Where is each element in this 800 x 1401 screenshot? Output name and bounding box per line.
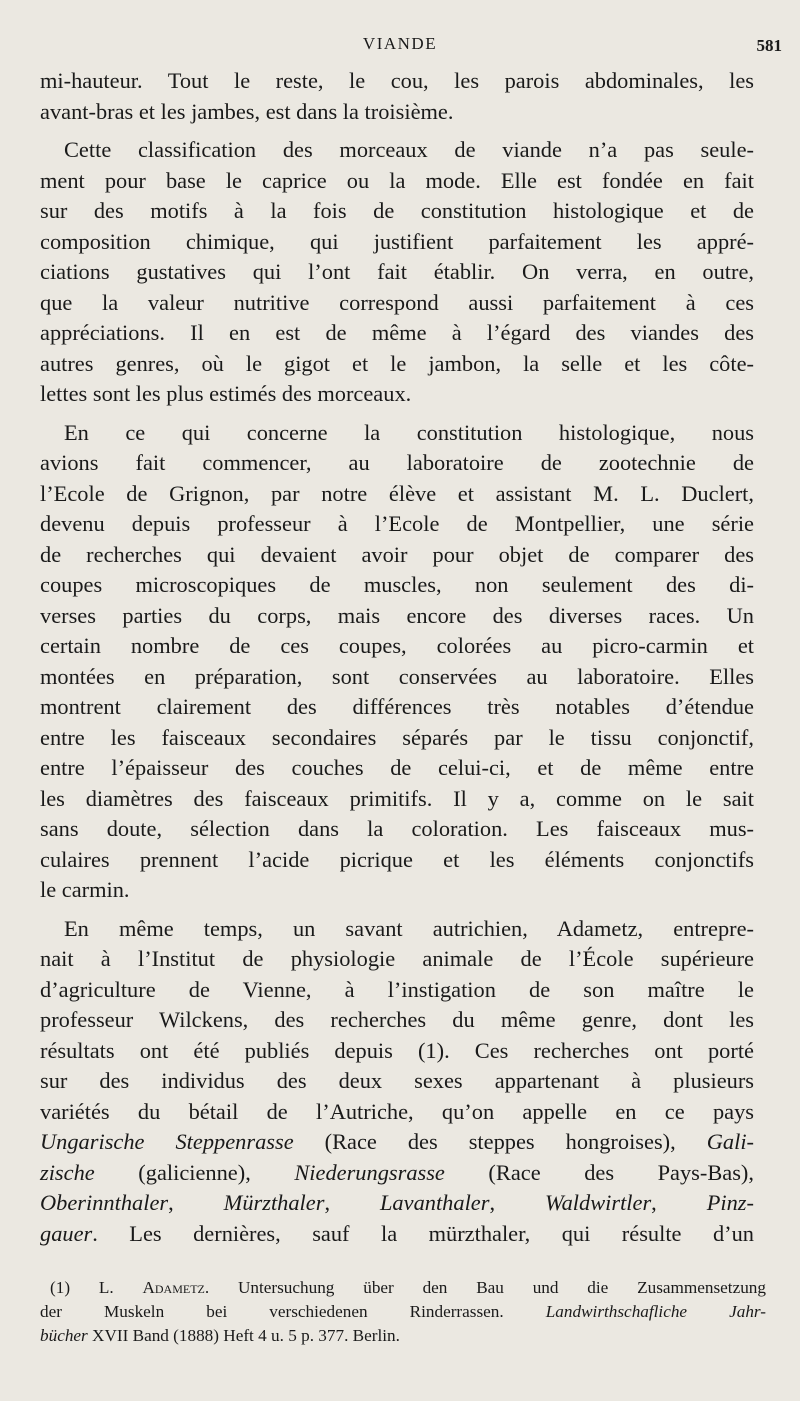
text-fragment: (Race des steppes hongroises), [293, 1129, 707, 1154]
breed-name: Ungarische Steppenrasse [40, 1129, 294, 1154]
breed-name: zische [40, 1159, 95, 1185]
journal-title: bücher [40, 1326, 88, 1345]
footnote-line [40, 1324, 766, 1348]
footnote-author: Adametz [142, 1278, 205, 1297]
text-line-breeds-c [40, 1188, 754, 1219]
text-line: ciations gustatives qui l’ont fait établir. On verra, en outre, [40, 259, 754, 284]
text-fragment: der Muskeln bei verschiedenen Rinderrassen. [40, 1302, 546, 1321]
text-line: résultats ont été publiés depuis (1). Ces recherches ont porté [40, 1037, 754, 1063]
text-line-breeds-d [40, 1219, 754, 1250]
running-title: VIANDE [362, 34, 438, 53]
text-fragment: (Race des Pays-Bas), [444, 1159, 754, 1185]
text-line: ment pour base le caprice ou la mode. Elle est fondée en fait [40, 167, 754, 193]
text-line: sur des individus des deux sexes appartenant à plusieurs [40, 1068, 754, 1093]
text-line: variétés du bétail de l’Autriche, qu’on appelle en ce pays [40, 1098, 754, 1124]
text-line-breeds-a [40, 1127, 754, 1158]
text-line: appréciations. Il en est de même à l’égard des viandes des [40, 320, 754, 345]
running-header [0, 34, 800, 58]
text-line: entre l’épaisseur des couches de celui-ci, et de même entre [40, 755, 754, 780]
text-line: l’Ecole de Grignon, par notre élève et assistant M. L. Duclert, [40, 480, 754, 506]
breed-name: Mürzthaler [223, 1190, 325, 1215]
text-line: Cette classification des morceaux de viande n’a pas seule- [64, 137, 754, 162]
text-line: autres genres, où le gigot et le jambon, la selle et les côte- [40, 350, 754, 376]
breed-name: gauer [40, 1220, 93, 1246]
text-fragment: , [168, 1190, 224, 1215]
text-fragment: (galicienne), [94, 1159, 295, 1185]
footnote [40, 1276, 766, 1348]
body-text [40, 66, 754, 1249]
breed-name: Niederungsrasse [294, 1159, 445, 1185]
text-line: professeur Wilckens, des recherches du même genre, dont les [40, 1007, 754, 1032]
breed-name: Pinz- [706, 1190, 754, 1215]
text-line: montrent clairement des différences très notables d’étendue [40, 694, 754, 719]
text-fragment: , [489, 1190, 545, 1215]
text-line: de recherches qui devaient avoir pour objet de comparer des [40, 541, 754, 567]
text-line: sur des motifs à la fois de constitution histologique et de [40, 198, 754, 223]
text-line: montées en préparation, sont conservées au laboratoire. Elles [40, 663, 754, 689]
text-fragment: XVII Band (1888) Heft 4 u. 5 p. 377. Berlin. [87, 1326, 400, 1345]
text-line: devenu depuis professeur à l’Ecole de Montpellier, une série [40, 511, 754, 536]
breed-name: Oberinnthaler [40, 1190, 169, 1215]
paragraph-classification [40, 135, 754, 410]
text-line: coupes microscopiques de muscles, non seulement des di- [40, 572, 754, 597]
text-line: avions fait commencer, au laboratoire de zootechnie de [40, 450, 754, 475]
text-line: verses parties du corps, mais encore des diverses races. Un [40, 602, 754, 628]
text-line: En ce qui concerne la constitution histologique, nous [64, 419, 754, 445]
paragraph-continuation [40, 66, 754, 127]
text-line: mi-hauteur. Tout le reste, le cou, les parois abdominales, les [40, 68, 754, 93]
text-line: que la valeur nutritive correspond aussi parfaitement à ces [40, 289, 754, 315]
text-line: certain nombre de ces coupes, colorées au picro-carmin et [40, 633, 754, 658]
breed-name: Waldwirtler [545, 1190, 652, 1215]
text-fragment: , [651, 1190, 707, 1215]
text-line: d’agriculture de Vienne, à l’instigation de son maître le [40, 976, 754, 1002]
text-line: le carmin. [40, 877, 130, 902]
text-line-breeds-b [40, 1158, 754, 1189]
footnote-line [40, 1276, 766, 1300]
footnote-line [40, 1300, 766, 1324]
text-fragment: . Untersuchung über den Bau und die Zusammensetzung [204, 1278, 766, 1297]
text-line: entre les faisceaux secondaires séparés par le tissu conjonctif, [40, 724, 754, 750]
text-line: composition chimique, qui justifient parfaitement les appré- [40, 228, 754, 254]
text-line: avant-bras et les jambes, est dans la troisième. [40, 98, 454, 124]
text-line: les diamètres des faisceaux primitifs. Il y a, comme on le sait [40, 785, 754, 811]
text-line: En même temps, un savant autrichien, Adametz, entrepre- [64, 915, 754, 941]
text-fragment: , [324, 1190, 380, 1215]
text-line: culaires prennent l’acide picrique et les éléments conjonctifs [40, 846, 754, 872]
text-line: nait à l’Institut de physiologie animale de l’École supérieure [40, 946, 754, 971]
paragraph-histology [40, 418, 754, 906]
footnote-marker: (1) L. [50, 1278, 143, 1297]
breed-name: Lavanthaler [379, 1190, 490, 1215]
text-fragment: . Les dernières, sauf la mürzthaler, qui résulte d’un [92, 1220, 754, 1246]
journal-title: Landwirthschafliche Jahr- [545, 1302, 766, 1321]
text-line: sans doute, sélection dans la coloration. Les faisceaux mus- [40, 816, 754, 841]
text-line: lettes sont les plus estimés des morceaux. [40, 381, 412, 406]
page-number: 581 [756, 36, 782, 55]
breed-name: Gali- [706, 1129, 754, 1154]
paragraph-adametz [40, 914, 754, 1250]
